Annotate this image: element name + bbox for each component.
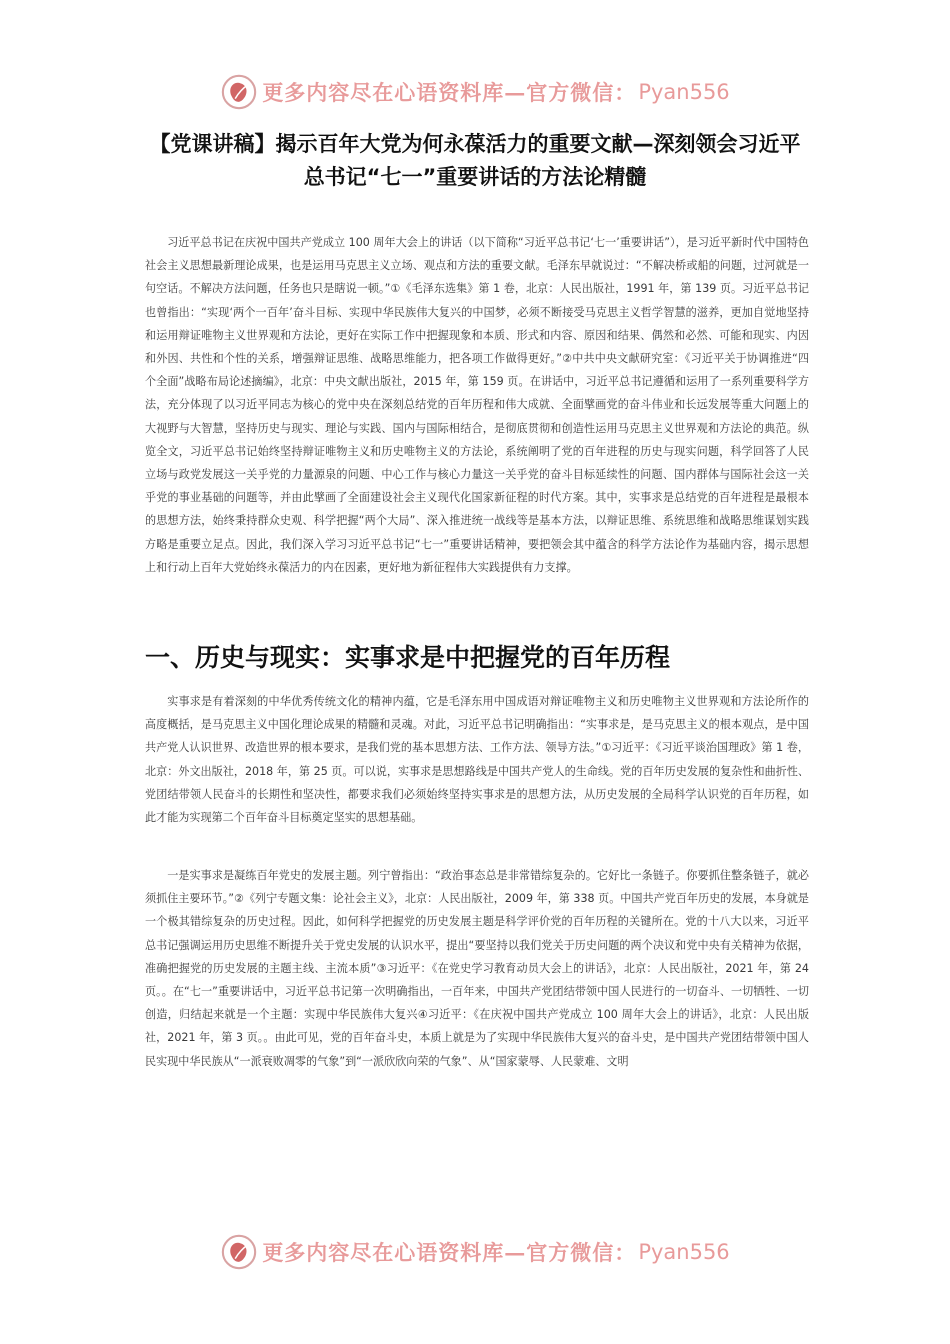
heart-leaf-logo-icon (220, 73, 258, 111)
watermark-text: 更多内容尽在心语资料库—官方微信： (262, 80, 637, 105)
watermark-footer (0, 1232, 950, 1272)
watermark-wechat-id: Pyan556 (638, 80, 730, 104)
watermark-wechat-id: Pyan556 (638, 1240, 730, 1264)
watermark-header (0, 72, 950, 112)
body-paragraph: 一是实事求是凝练百年党史的发展主题。列宁曾指出：“政治事态总是非常错综复杂的。它好比一条链子。你要抓住整条链子，就必须抓住主要环节。”②《列宁专题文集：论社会主义》，北京：人民出版社，2009 年，第 338 页。中国共产党百年历史的发展，本身就是一个极其错综复杂的历史过程。因此，如何科学把握党的历史发展主题是科学评价党的百年历程的关键所在。党的十八大以来，习近平总书记强调运用历史思维不断提升关于党史发展的认识水平，提出“要坚持以我们党关于历史问题的两个决议和党中央有关精神为依据，准确把握党的历史发展的主题主线、主流本质”③习近平：《在党史学习教育动员大会上的讲话》，北京：人民出版社，2021 年，第 24 页。。在“七一”重要讲话中，习近平总书记第一次明确指出，一百年来，中国共产党团结带领中国人民进行的一切奋斗、一切牺牲、一切创造，归结起来就是一个主题：实现中华民族伟大复兴④习近平：《在庆祝中国共产党成立 100 周年大会上的讲话》，北京：人民出版社，2021 年，第 3 页。。由此可见，党的百年奋斗史，本质上就是为了实现中华民族伟大复兴的奋斗史，是中国共产党团结带领中国人民实现中华民族从“一派衰败凋零的气象”到“一派欣欣向荣的气象”、从“国家蒙辱、人民蒙难、文明 (145, 869, 809, 1068)
watermark-text: 更多内容尽在心语资料库—官方微信： (262, 1240, 637, 1265)
heart-leaf-logo-icon (220, 1233, 258, 1271)
section-heading: 一、历史与现实：实事求是中把握党的百年历程 (145, 643, 671, 672)
document-title: 【党课讲稿】揭示百年大党为何永葆活力的重要文献—深刻领会习近平总书记“七一”重要讲话的方法论精髓 (149, 132, 801, 189)
body-paragraph: 实事求是有着深刻的中华优秀传统文化的精神内蕴，它是毛泽东用中国成语对辩证唯物主义和历史唯物主义世界观和方法论所作的高度概括，是马克思主义中国化理论成果的精髓和灵魂。对此，习近平总书记明确指出：“实事求是，是马克思主义的根本观点，是中国共产党人认识世界、改造世界的根本要求，是我们党的基本思想方法、工作方法、领导方法。”①习近平：《习近平谈治国理政》第 1 卷，北京：外文出版社，2018 年，第 25 页。可以说，实事求是思想路线是中国共产党人的生命线。党的百年历史发展的复杂性和曲折性、党团结带领人民奋斗的长期性和坚决性，都要求我们必须始终坚持实事求是的思想方法，从历史发展的全局科学认识党的百年历程，如此才能为实现第二个百年奋斗目标奠定坚实的思想基础。 (145, 695, 809, 825)
intro-paragraph: 习近平总书记在庆祝中国共产党成立 100 周年大会上的讲话（以下简称“习近平总书记‘七一’重要讲话”），是习近平新时代中国特色社会主义思想最新理论成果，也是运用马克思主义立场、观点和方法的重要文献。毛泽东早就说过：“不解决桥或船的问题，过河就是一句空话。不解决方法问题，任务也只是瞎说一顿。”①《毛泽东选集》第 1 卷，北京：人民出版社，1991 年，第 139 页。习近平总书记也曾指出：“实现‘两个一百年’奋斗目标、实现中华民族伟大复兴的中国梦，必须不断接受马克思主义哲学智慧的滋养，更加自觉地坚持和运用辩证唯物主义世界观和方法论，更好在实际工作中把握现象和本质、形式和内容、原因和结果、偶然和必然、可能和现实、内因和外因、共性和个性的关系，增强辩证思维、战略思维能力，把各项工作做得更好。”②中共中央文献研究室：《习近平关于协调推进“四个全面”战略布局论述摘编》，北京：中央文献出版社，2015 年，第 159 页。在讲话中，习近平总书记遵循和运用了一系列重要科学方法，充分体现了以习近平同志为核心的党中央在深刻总结党的百年历程和伟大成就、全面擘画党的奋斗伟业和长远发展等重大问题上的大视野与大智慧，坚持历史与现实、理论与实践、国内与国际相结合，是彻底贯彻和创造性运用马克思主义世界观和方法论的典范。纵览全文，习近平总书记始终坚持辩证唯物主义和历史唯物主义的方法论，系统阐明了党的百年进程的历史与现实问题，科学回答了人民立场与政党发展这一关乎党的力量源泉的问题、中心工作与核心力量这一关乎党的奋斗目标延续性的问题、国内群体与国际社会这一关乎党的事业基础的问题等，并由此擘画了全面建设社会主义现代化国家新征程的时代方案。其中，实事求是总结党的百年进程是最根本的思想方法，始终秉持群众史观、科学把握“两个大局”、深入推进统一战线等是基本方法，以辩证思维、系统思维和战略思维谋划实践方略是重要立足点。因此，我们深入学习习近平总书记“七一”重要讲话精神，要把领会其中蕴含的科学方法论作为基础内容，揭示思想上和行动上百年大党始终永葆活力的内在因素，更好地为新征程伟大实践提供有力支撑。 (145, 236, 809, 574)
